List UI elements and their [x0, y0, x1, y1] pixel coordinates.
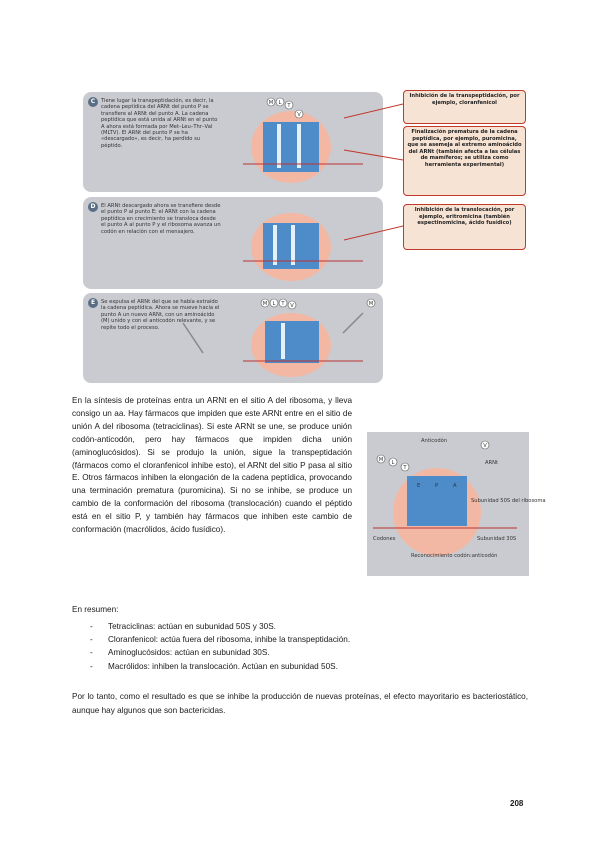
codones-label: Codones	[373, 536, 396, 542]
sub50-label: Subunidad 50S del ribosoma	[471, 498, 546, 504]
small-ribosome-figure	[367, 432, 546, 576]
aa-label: M	[378, 457, 384, 463]
callout-text: Finalización prematura de la cadena peptídica, por ejemplo, puromicina, que se asemeja al extremo aminoácido del ARNt (también afecta a las células de mamíferos; se utiliza como herramienta experimental)	[407, 129, 522, 168]
anticodon-label: Anticodón	[421, 438, 448, 444]
conclusion-paragraph: Por lo tanto, como el resultado es que se inhibe la producción de nuevas proteínas, el efecto mayoritario es bacteriostático, aunque hay algunos que son bactericidas.	[72, 692, 528, 715]
sub30-label: Subunidad 30S	[477, 536, 517, 542]
aa-label: M	[262, 301, 268, 307]
list-marker: -	[90, 661, 93, 671]
list-item-text: Aminoglucósidos: actúan en subunidad 30S.	[108, 648, 270, 658]
list-item	[90, 646, 350, 659]
site-label-p: P	[435, 483, 439, 489]
callout-text: Inhibición de la transpeptidación, por ejemplo, cloranfenicol	[409, 93, 520, 106]
panel-e-text: Se expulsa el ARNt del que se había extraído la cadena peptídica. Ahora se mueve hacia el punto A un nuevo ARNt, con un aminoácido (M) unido y con el anticodón relevante, y se repite todo el proceso.	[101, 299, 220, 331]
aa-label: L	[278, 100, 282, 106]
site-label-a: A	[453, 483, 457, 489]
summary-heading: En resumen:	[72, 605, 119, 614]
list-item	[90, 620, 350, 633]
list-item	[90, 633, 350, 646]
aa-label: L	[391, 460, 395, 466]
list-marker: -	[90, 648, 93, 658]
callout-premature-termination	[403, 126, 526, 196]
figure-panel-d	[83, 197, 383, 289]
summary-list	[90, 620, 350, 673]
main-paragraph: En la síntesis de proteínas entra un ARNt en el sitio A del ribosoma, y lleva consigo un aa. Hay fármacos que impiden que este ARNt entre en el sitio de unión A del ribosoma (tetraciclinas). Si este ARNt se une, se produce unión codón-anticodón, pero hay fármacos que impiden dicha unión (aminoglucósidos). Si se produjo la unión, sigue la transpeptidación (fármacos como el cloranfenicol inhibe esto), el ARNt del sitio P pasa al sitio E. Otros fármacos inhiben la elongación de la cadena peptídica, provocando una terminación prematura (puromicina). Si no se inhibe, se produce un cambio de la conformación del ribosoma (translocación) cuando el péptido está en el sitio P, y también hay fármacos que inhiben este cambio de conformación (macrólidos, ácido fusídico).	[72, 396, 352, 535]
trna-block	[265, 321, 319, 363]
incoming-trna	[343, 313, 363, 333]
aa-label: T	[403, 465, 407, 471]
trna-stem	[277, 124, 281, 168]
recognition-label: Reconocimiento codón:anticodón	[411, 553, 498, 559]
aa-label: M	[268, 100, 274, 106]
figure-panel-e	[83, 293, 383, 383]
aa-label: V	[483, 443, 487, 449]
list-item-text: Cloranfenicol: actúa fuera del ribosoma, inhibe la transpeptidación.	[108, 635, 351, 645]
list-item	[90, 660, 350, 673]
panel-letter-c: C	[88, 97, 98, 107]
trna-stem	[281, 323, 285, 359]
arnt-label: ARNt	[485, 460, 499, 466]
panel-c-text: Tiene lugar la transpeptidación, es decir, la cadena peptídica del ARNt del punto P se transfiere al ARNt del punto A. La cadena peptídica que está unida al ARNt en el punto A ahora está formada por Met–Leu–Thr–Val (MLTV). El ARNt del punto P se ha «descargado», es decir, ha perdido su péptido.	[101, 98, 218, 149]
list-marker: -	[90, 635, 93, 645]
trna-stem	[291, 225, 295, 265]
panel-letter-e: E	[88, 298, 98, 308]
trna-stem	[297, 124, 301, 168]
trna-stem	[273, 225, 277, 265]
list-item-text: Macrólidos: inhiben la translocación. Actúan en subunidad 50S.	[108, 661, 338, 671]
connector-line	[344, 150, 403, 160]
site-label-e: E	[417, 483, 421, 489]
small-figure-svg	[367, 432, 546, 576]
connector-line	[344, 226, 403, 240]
ribosome-diagram-e	[243, 293, 383, 383]
page-number: 208	[510, 799, 524, 808]
aa-label: L	[272, 301, 276, 307]
callout-connectors	[340, 90, 404, 260]
callout-transpeptidation	[403, 90, 526, 124]
callout-translocation	[403, 204, 526, 250]
panel-letter-d: D	[88, 202, 98, 212]
aa-label: T	[281, 301, 285, 307]
figure-panel-c	[83, 92, 383, 192]
aa-label: V	[290, 303, 294, 309]
new-aa-label: M	[368, 301, 374, 307]
callout-text: Inhibición de la translocación, por ejemplo, eritromicina (también espectinomicina, ácido fusídico)	[414, 207, 515, 227]
list-marker: -	[90, 622, 93, 631]
list-item-text: Tetraciclinas: actúan en subunidad 50S y 30S.	[108, 622, 276, 631]
aa-label: V	[297, 112, 301, 118]
peptide-chain-e	[261, 299, 375, 309]
aa-label: T	[287, 103, 291, 109]
panel-d-text: El ARNt descargado ahora se transfiere desde el punto P al punto E; el ARNt con la cadena peptídica en crecimiento se transloca desde el punto A al punto P y el ribosoma avanza un codón en relación con el mensajero.	[101, 203, 221, 235]
connector-line	[344, 104, 403, 118]
